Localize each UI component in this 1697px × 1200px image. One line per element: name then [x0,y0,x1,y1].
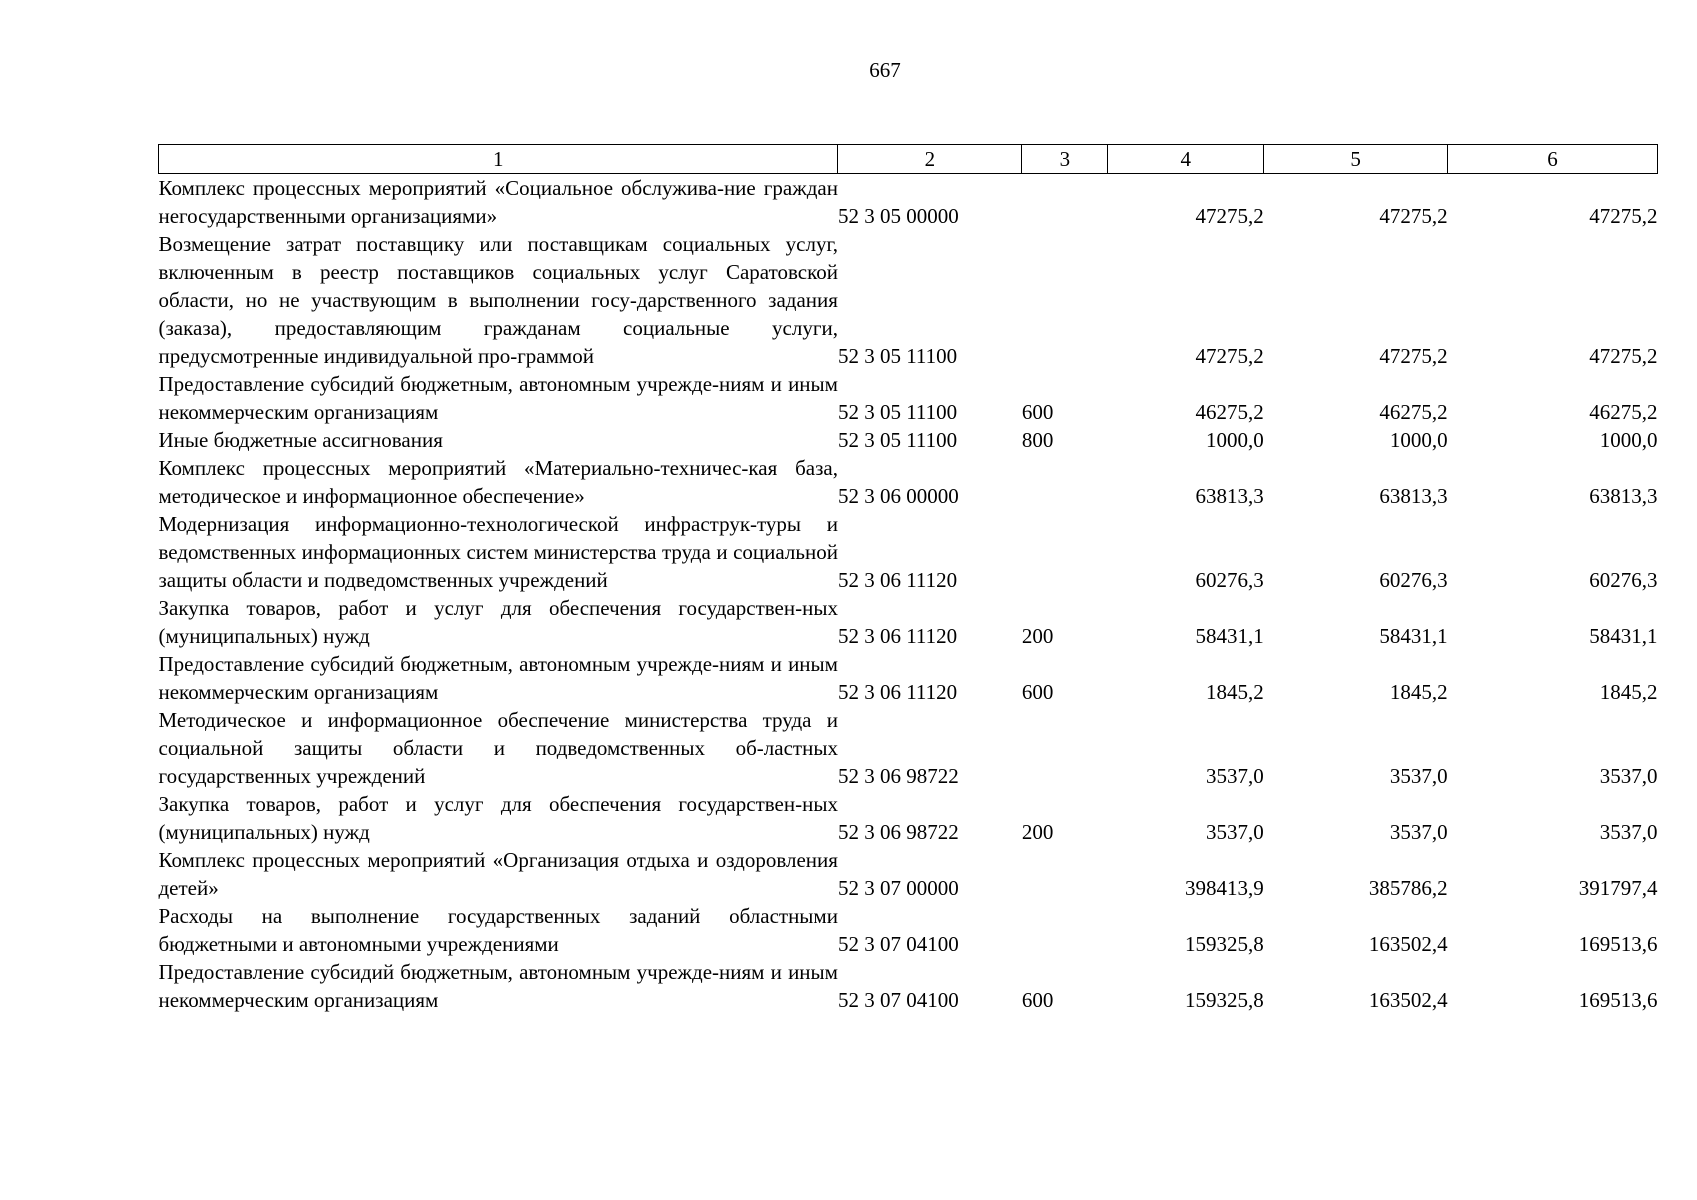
row-value-5: 163502,4 [1368,932,1448,956]
row-name: Комплекс процессных мероприятий «Организация отдыха и оздоровления детей» [158,848,838,900]
row-value-4: 3537,0 [1205,820,1264,844]
row-value-5: 47275,2 [1379,204,1448,228]
column-header-5: 5 [1264,145,1448,174]
table-row [159,706,1658,790]
row-expense-type: 200 [1021,820,1054,844]
row-name: Иные бюджетные ассигнования [158,428,443,452]
row-code: 52 3 06 11120 [837,680,958,704]
row-expense-type [1022,230,1108,370]
row-value-6: 47275,2 [1589,344,1658,368]
row-value-4: 3537,0 [1205,764,1264,788]
table-row [159,426,1658,454]
row-value-6: 47275,2 [1589,204,1658,228]
column-header-6: 6 [1448,145,1658,174]
row-expense-type: 200 [1021,624,1054,648]
row-value-4: 159325,8 [1184,988,1264,1012]
row-value-5: 1000,0 [1389,428,1448,452]
row-code: 52 3 07 04100 [837,988,959,1012]
row-name: Закупка товаров, работ и услуг для обеспечения государствен-ных (муниципальных) нужд [158,596,838,648]
row-value-4: 46275,2 [1195,400,1264,424]
row-name: Модернизация информационно-технологической инфраструк-туры и ведомственных информационных систем министерства труда и социальной защиты области и подведомственных учреждений [158,512,838,592]
row-code: 52 3 05 11100 [837,400,958,424]
table-header-row [159,145,1658,174]
row-value-6: 60276,3 [1589,568,1658,592]
table-row [159,650,1658,706]
table-row [159,958,1658,1014]
row-expense-type [1022,846,1108,902]
row-value-4: 58431,1 [1195,624,1264,648]
row-expense-type: 600 [1021,400,1054,424]
row-code: 52 3 06 00000 [837,484,959,508]
row-name: Предоставление субсидий бюджетным, автономным учрежде-ниям и иным некоммерческим организациям [158,652,838,704]
budget-table [158,144,1658,1014]
table-row [159,510,1658,594]
column-header-4: 4 [1108,145,1264,174]
row-value-4: 159325,8 [1184,932,1264,956]
row-value-4: 63813,3 [1195,484,1264,508]
row-name: Предоставление субсидий бюджетным, автономным учрежде-ниям и иным некоммерческим организациям [158,960,838,1012]
row-value-6: 3537,0 [1599,764,1658,788]
row-value-5: 1845,2 [1389,680,1448,704]
row-code: 52 3 06 98722 [837,764,959,788]
column-header-1: 1 [159,145,838,174]
row-value-6: 391797,4 [1578,876,1658,900]
row-value-6: 3537,0 [1599,820,1658,844]
row-value-6: 1845,2 [1599,680,1658,704]
row-code: 52 3 06 11120 [837,624,958,648]
column-header-2: 2 [838,145,1022,174]
table-body [159,174,1658,1015]
row-code: 52 3 05 11100 [837,428,958,452]
row-value-5: 58431,1 [1379,624,1448,648]
row-value-5: 46275,2 [1379,400,1448,424]
row-value-5: 3537,0 [1389,764,1448,788]
row-value-4: 398413,9 [1184,876,1264,900]
row-expense-type [1022,454,1108,510]
row-code: 52 3 05 00000 [837,204,959,228]
row-expense-type: 600 [1021,680,1054,704]
row-name: Методическое и информационное обеспечение министерства труда и социальной защиты области и подведомственных об-ластных государственных учреждений [158,708,838,788]
row-name: Предоставление субсидий бюджетным, автономным учрежде-ниям и иным некоммерческим организациям [158,372,838,424]
row-value-5: 3537,0 [1389,820,1448,844]
row-value-6: 169513,6 [1578,988,1658,1012]
row-value-4: 60276,3 [1195,568,1264,592]
page-number: 667 [869,58,901,82]
row-name: Комплекс процессных мероприятий «Социальное обслужива-ние граждан негосударственными организациями» [158,176,838,228]
row-value-5: 163502,4 [1368,988,1448,1012]
row-code: 52 3 06 98722 [837,820,959,844]
row-code: 52 3 06 11120 [837,568,958,592]
table-row [159,174,1658,231]
row-expense-type: 800 [1021,428,1054,452]
row-code: 52 3 07 04100 [837,932,959,956]
table-row [159,846,1658,902]
table-row [159,454,1658,510]
table-row [159,790,1658,846]
table-row [159,902,1658,958]
table-row [159,230,1658,370]
row-expense-type [1022,706,1108,790]
row-expense-type [1022,902,1108,958]
row-name: Комплекс процессных мероприятий «Материально-техничес-кая база, методическое и информационное обеспечение» [158,456,838,508]
row-value-4: 1845,2 [1205,680,1264,704]
row-value-5: 47275,2 [1379,344,1448,368]
row-name: Расходы на выполнение государственных заданий областными бюджетными и автономными учреждениями [158,904,838,956]
row-name: Возмещение затрат поставщику или поставщикам социальных услуг, включенным в реестр поставщиков социальных услуг Саратовской области, но не участвующим в выполнении госу-дарственного задания (заказа), предоставляющим гражданам социальные услуги, предусмотренные индивидуальной про-граммой [158,232,838,368]
row-value-6: 169513,6 [1578,932,1658,956]
row-value-6: 1000,0 [1599,428,1658,452]
row-value-5: 385786,2 [1368,876,1448,900]
table-row [159,594,1658,650]
row-expense-type [1022,174,1108,231]
row-code: 52 3 07 00000 [837,876,959,900]
row-value-5: 60276,3 [1379,568,1448,592]
row-value-4: 1000,0 [1205,428,1264,452]
row-value-6: 63813,3 [1589,484,1658,508]
row-value-4: 47275,2 [1195,204,1264,228]
row-value-6: 58431,1 [1589,624,1658,648]
row-name: Закупка товаров, работ и услуг для обеспечения государствен-ных (муниципальных) нужд [158,792,838,844]
row-code: 52 3 05 11100 [837,344,958,368]
row-value-5: 63813,3 [1379,484,1448,508]
row-value-4: 47275,2 [1195,344,1264,368]
row-expense-type [1022,510,1108,594]
row-expense-type: 600 [1021,988,1054,1012]
row-value-6: 46275,2 [1589,400,1658,424]
column-header-3: 3 [1022,145,1108,174]
table-row [159,370,1658,426]
